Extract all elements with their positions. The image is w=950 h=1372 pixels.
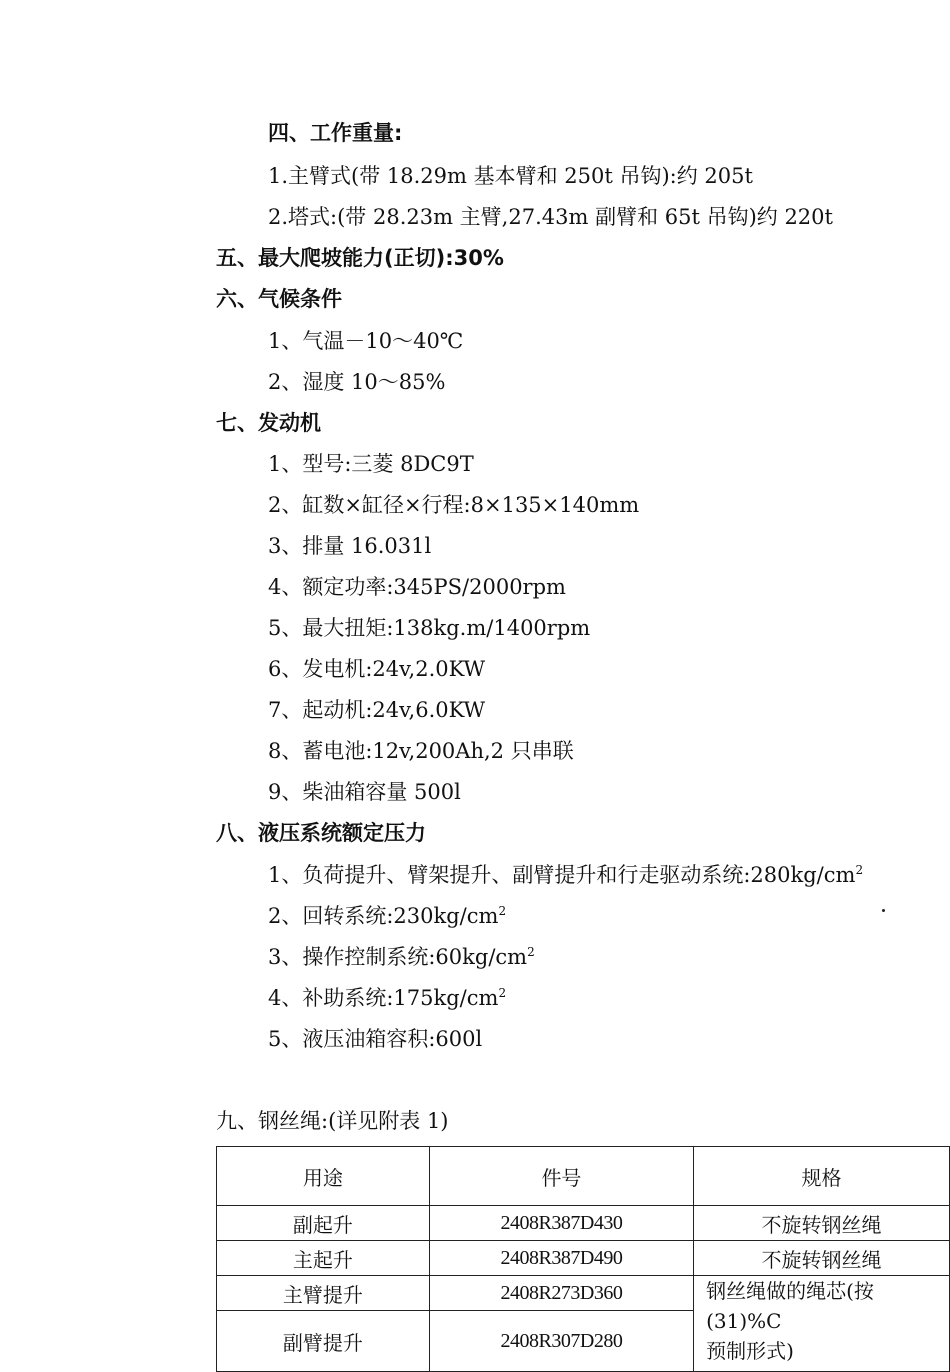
spec-line-3: 预制形式): [706, 1339, 794, 1363]
table-row: [217, 1241, 950, 1276]
section-7-item-4: 4、额定功率:345PS/2000rpm: [268, 575, 566, 599]
section-7-item-3: 3、排量 16.031l: [268, 534, 432, 558]
section-7-item-2: 2、缸数×缸径×行程:8×135×140mm: [268, 493, 640, 517]
section-8-item-3: 3、操作控制系统$:60kg/cm^2$: [268, 945, 535, 969]
section-7-item-8: 8、蓄电池:12v,200Ah,2 只串联: [268, 739, 574, 763]
spec-line-2: (31)%C: [706, 1309, 782, 1333]
section-7-item-5: 5、最大扭矩:138kg.m/1400rpm: [268, 616, 591, 640]
header-spec: 规格: [694, 1147, 950, 1206]
section-7-item-9: 9、柴油箱容量 500l: [268, 780, 461, 804]
spec-line-1: 钢丝绳做的绳芯(按: [706, 1279, 874, 1303]
cell-spec: 不旋转钢丝绳: [694, 1241, 950, 1276]
section-7-item-6: 6、发电机:24v,2.0KW: [268, 657, 486, 681]
section-8-item-2: 2、回转系统$:230kg/cm^2$: [268, 904, 507, 928]
cell-usage: 副起升: [217, 1206, 430, 1241]
header-usage: 用途: [217, 1147, 430, 1206]
section-8-item-4: 4、补助系统$:175kg/cm^2$: [268, 986, 507, 1010]
cell-part-number: 2408R387D490: [429, 1241, 693, 1276]
section-6-item-1: 1、气温－10～40℃: [268, 329, 464, 353]
cell-part-number: 2408R307D280: [429, 1311, 693, 1372]
section-4-item-1: 1.主臂式(带 18.29m 基本臂和 250t 吊钩):约 205t: [268, 164, 753, 188]
section-5-title: 五、最大爬坡能力(正切):30%: [216, 246, 504, 270]
section-4-item-2: 2.塔式:(带 28.23m 主臂,27.43m 副臂和 65t 吊钩)约 220t: [268, 205, 833, 229]
cell-usage: 副臂提升: [217, 1311, 430, 1372]
header-part-number: 件号: [429, 1147, 693, 1206]
cell-usage: 主起升: [217, 1241, 430, 1276]
section-8-title: 八、液压系统额定压力: [216, 821, 426, 845]
table-row: [217, 1206, 950, 1241]
section-8-item-1: 1、负荷提升、臂架提升、副臂提升和行走驱动系统$:280kg/cm^2$: [268, 863, 864, 887]
wire-rope-table: [216, 1146, 950, 1372]
cell-spec: 不旋转钢丝绳: [694, 1206, 950, 1241]
cell-spec-merged: [694, 1276, 950, 1372]
section-6-title: 六、气候条件: [216, 287, 342, 311]
section-6-item-2: 2、湿度 10～85%: [268, 370, 446, 394]
section-7-item-1: 1、型号:三菱 8DC9T: [268, 452, 474, 476]
cell-usage: 主臂提升: [217, 1276, 430, 1311]
section-4-title: 四、工作重量:: [268, 121, 403, 145]
cell-part-number: 2408R387D430: [429, 1206, 693, 1241]
section-9-title: 九、钢丝绳:(详见附表 1): [216, 1109, 449, 1133]
section-7-item-7: 7、起动机:24v,6.0KW: [268, 698, 486, 722]
table-row: [217, 1276, 950, 1311]
section-7-title: 七、发动机: [216, 411, 321, 435]
stray-dot: [882, 909, 885, 912]
table-header-row: [217, 1147, 950, 1206]
section-8-item-5: 5、液压油箱容积:600l: [268, 1027, 483, 1051]
cell-part-number: 2408R273D360: [429, 1276, 693, 1311]
